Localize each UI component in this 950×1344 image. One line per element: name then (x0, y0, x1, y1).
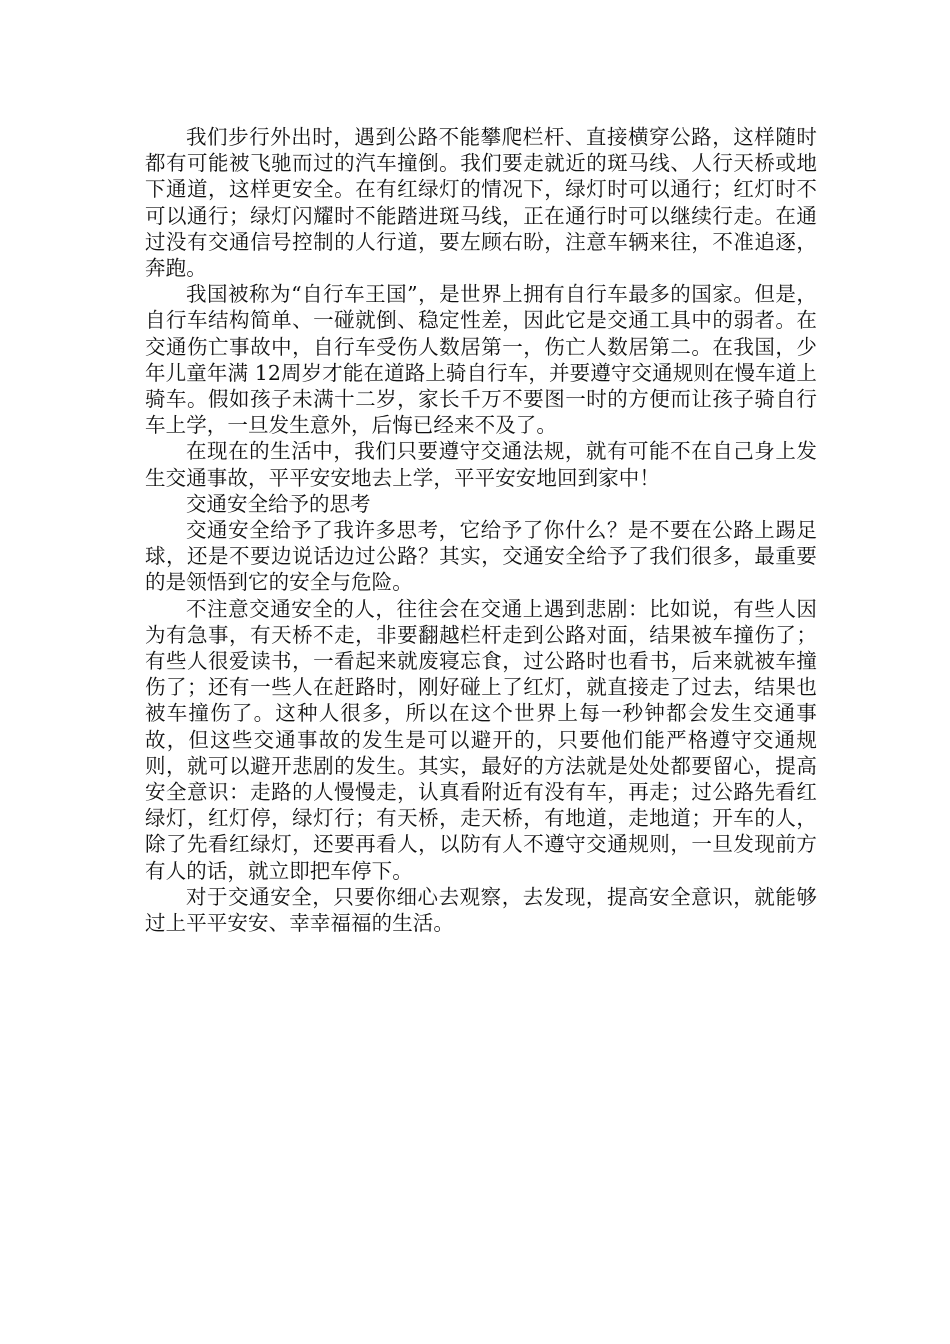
paragraph-bicycle-kingdom: 我国被称为“自行车王国”，是世界上拥有自行车最多的国家。但是，自行车结构简单、一碰就倒、稳定性差，因此它是交通工具中的弱者。在交通伤亡事故中，自行车受伤人数居第一，伤亡人数居第二。在我国，少年儿童年满 12周岁才能在道路上骑自行车，并要遵守交通规则在慢车道上骑车。假如孩子未满十二岁，家长千万不要图一时的方便而让孩子骑自行车上学，一旦发生意外，后悔已经来不及了。 (145, 282, 817, 438)
document-body (145, 124, 817, 936)
paragraph-reflection-intro: 交通安全给予了我许多思考，它给予了你什么？是不要在公路上踢足球，还是不要边说话边过公路？其实，交通安全给予了我们很多，最重要的是领悟到它的安全与危险。 (145, 518, 817, 595)
section-heading: 交通安全给予的思考 (186, 491, 371, 516)
paragraph-conclusion: 对于交通安全，只要你细心去观察，去发现，提高安全意识，就能够过上平平安安、幸幸福福的生活。 (145, 884, 817, 936)
paragraph-obey-traffic-rules: 在现在的生活中，我们只要遵守交通法规，就有可能不在自己身上发生交通事故，平平安安地去上学，平平安安地回到家中！ (145, 439, 817, 490)
paragraph-tragedy-examples: 不注意交通安全的人，往往会在交通上遇到悲剧：比如说，有些人因为有急事，有天桥不走，非要翻越栏杆走到公路对面，结果被车撞伤了；有些人很爱读书，一看起来就废寝忘食，过公路时也看书，后来就被车撞伤了；还有一些人在赶路时，刚好碰上了红灯，就直接走了过去，结果也被车撞伤了。这种人很多，所以在这个世界上每一秒钟都会发生交通事故，但这些交通事故的发生是可以避开的，只要他们能严格遵守交通规则，就可以避开悲剧的发生。其实，最好的方法就是处处都要留心，提高安全意识：走路的人慢慢走，认真看附近有没有车，再走；过公路先看红绿灯，红灯停，绿灯行；有天桥，走天桥，有地道，走地道；开车的人，除了先看红绿灯，还要再看人，以防有人不遵守交通规则，一旦发现前方有人的话，就立即把车停下。 (145, 596, 817, 883)
paragraph-pedestrian-safety: 我们步行外出时，遇到公路不能攀爬栏杆、直接横穿公路，这样随时都有可能被飞驰而过的汽车撞倒。我们要走就近的斑马线、人行天桥或地下通道，这样更安全。在有红绿灯的情况下，绿灯时可以通行；红灯时不可以通行；绿灯闪耀时不能踏进斑马线，正在通行时可以继续行走。在通过没有交通信号控制的人行道，要左顾右盼，注意车辆来往，不准追逐，奔跑。 (145, 125, 817, 281)
